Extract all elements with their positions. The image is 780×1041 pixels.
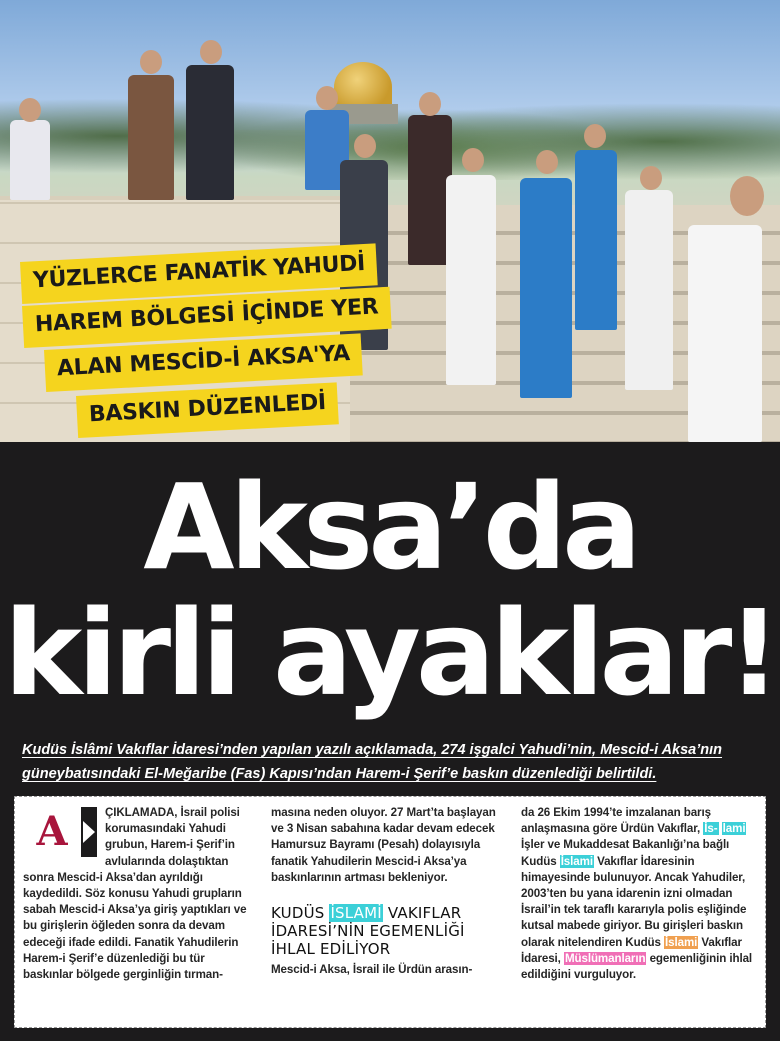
article-body [14, 796, 766, 1028]
person-head [19, 98, 41, 122]
article-column-3 [521, 805, 759, 983]
person-head [316, 86, 338, 110]
subheading-text: VAKIFLAR İDARESİ’NİN EGEMENLİĞİ İHLAL EDİLİYOR [271, 904, 465, 959]
photo-caption-line: YÜZLERCE FANATİK YAHUDİ [20, 243, 378, 304]
highlight-islami: İslami [665, 935, 698, 949]
article-column-1 [23, 805, 251, 983]
headline-line-1: Aksa’da [143, 458, 637, 596]
article-summary: Kudüs İslâmi Vakıflar İdaresi’nden yapılan yazılı açıklamada, 274 işgalci Yahudi’nin, Mescid-i Aksa’nın güneybatısındaki El-Meğaribe (Fas) Kapısı’ndan Harem-i Şerif’e baskın düzenlediği belirtildi. [22, 742, 723, 782]
highlight-islami: lami [722, 822, 746, 836]
person-figure [688, 225, 762, 442]
subheading-text: KUDÜS [271, 904, 330, 923]
person-figure [186, 65, 234, 200]
person-head [140, 50, 162, 74]
dropcap-letter: A [23, 807, 81, 857]
column-3-text: İşler ve Mukaddesat Bakanlığı’na bağlı Kudüs [521, 838, 730, 868]
person-head [354, 134, 376, 158]
column-2-text: masına neden oluyor. 27 Mart’ta başlayan ve 3 Nisan sabahına kadar devam edecek Hamursuz Bayramı (Pesah) dolayısıyla fanatik Yahudilerin Mescid-i Aksa’ya baskınlarının artması bekleniyor. [271, 806, 496, 884]
dropcap-arrow-icon [83, 821, 95, 843]
column-3-text: Vakıflar İdaresi, [521, 935, 742, 965]
person-head [419, 92, 441, 116]
person-figure [575, 150, 617, 330]
person-figure [625, 190, 673, 390]
person-figure [128, 75, 174, 200]
person-figure [10, 120, 50, 200]
column-1-text: ÇIKLAMADA, İsrail polisi korumasındaki Yahudi grubun, Harem-i Şerif’in avlularında dolaştıktan sonra Mescid-i Aksa’dan ayrıldığı kaydedildi. Söz konusu Yahudi grupların sabah Mescid-i Aksa’ya giriş yaptıkları ve bu girişlerin öğleden sonra da devam edeceği ifade edildi. Fanatik Yahudilerin Harem-i Şerif’e düzenlediği bu tür baskınlar bölgede gerginliğin tırman- [23, 806, 247, 982]
column-3-text: da 26 Ekim 1994’te imzalanan barış anlaşmasına göre Ürdün Vakıflar, [521, 806, 711, 836]
photo-caption-line: ALAN MESCİD-İ AKSA'YA [44, 333, 363, 392]
person-figure [520, 178, 572, 398]
column-3-text: egemenliğinin ihlal edildiğini vurguluyor. [521, 951, 753, 982]
person-head [730, 176, 764, 216]
photo-caption-line: HAREM BÖLGESİ İÇİNDE YER [22, 287, 392, 348]
news-photo [0, 0, 780, 442]
dropcap [23, 807, 97, 857]
person-head [200, 40, 222, 64]
headline-line-2: kirli ayaklar! [3, 584, 777, 722]
article-column-2 [271, 805, 501, 978]
highlight-islami: İslami [560, 854, 593, 868]
photo-caption-line: BASKIN DÜZENLEDİ [76, 382, 339, 438]
column-2-continuation: Mescid-i Aksa, İsrail ile Ürdün arasın- [271, 963, 473, 977]
person-head [462, 148, 484, 172]
section-subheading [271, 904, 501, 958]
highlight-islami: İs- [704, 822, 718, 836]
column-3-text: Vakıflar İdaresinin himayesinde bulunuyor. Ancak Yahudiler, 2003’ten bu yana idarenin izni olmadan İsrail’in tek taraflı kararıyla polis eşliğinde kutsal mabede giriyor. Bu girişleri baskın olarak nitelendiren Kudüs [521, 854, 747, 949]
subheading-highlight: İSLAMİ [330, 904, 382, 923]
person-figure [446, 175, 496, 385]
person-head [584, 124, 606, 148]
person-head [640, 166, 662, 190]
person-head [536, 150, 558, 174]
highlight-muslumanlarin: Müslümanların [564, 951, 646, 965]
